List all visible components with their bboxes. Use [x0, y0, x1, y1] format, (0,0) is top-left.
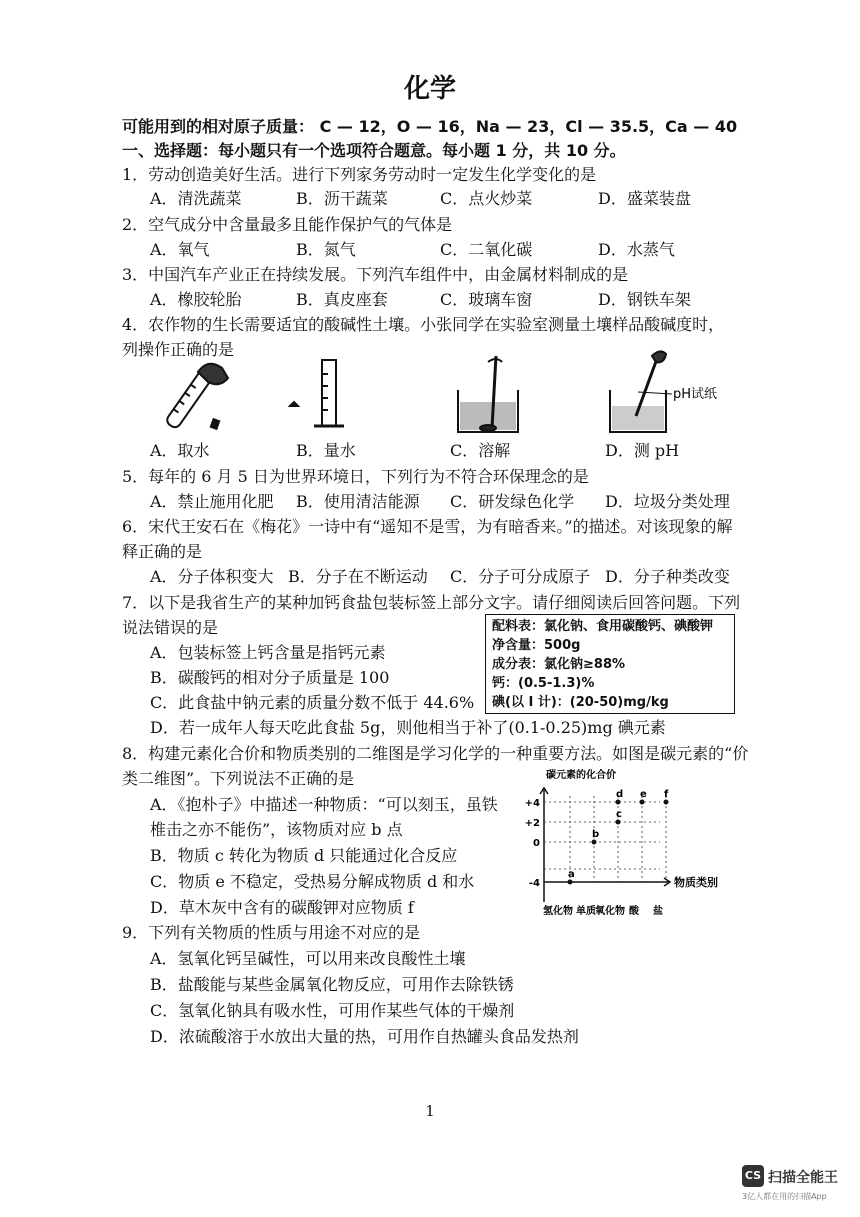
point-label-a: a	[568, 869, 575, 880]
section-heading: 一、选择题：每小题只有一个选项符合题意。每小题 1 分，共 10 分。	[122, 141, 626, 160]
q5-stem: 5．每年的 6 月 5 日为世界环境日，下列行为不符合环保理念的是	[122, 467, 589, 486]
x-tick-label: 氢化物	[543, 906, 573, 916]
y-tick-label: +4	[524, 798, 540, 809]
page-title: 化学	[403, 74, 456, 104]
x-tick-label: 酸	[629, 906, 639, 916]
valence-category-chart	[520, 766, 740, 916]
q8-option-b: B．物质 c 转化为物质 d 只能通过化合反应	[150, 846, 458, 865]
q1-option-d: D．盛菜装盘	[598, 189, 691, 208]
q8-stem: 8．构建元素化合价和物质类别的二维图是学习化学的一种重要方法。如图是碳元素的“价	[122, 744, 749, 763]
q4-option-b: B．量水	[296, 441, 356, 460]
x-tick-label: 氧化物	[595, 906, 625, 916]
q8-option-a: A．《抱朴子》中描述一种物质：“可以刻玉，虽铁	[150, 795, 498, 814]
q4-stem: 4．农作物的生长需要适宜的酸碱性土壤。小张同学在实验室测量土壤样品酸碱度时，	[122, 315, 725, 334]
salt-package-label	[485, 614, 735, 714]
q6-stem: 6．宋代王安石在《梅花》一诗中有“遥知不是雪，为有暗香来。”的描述。对该现象的解	[122, 517, 733, 536]
q6-option-b: B．分子在不断运动	[288, 567, 428, 586]
q2-option-c: C．二氧化碳	[440, 240, 533, 259]
scanner-watermark	[742, 1165, 852, 1205]
label-ingredients: 配料表：氯化钠、食用碳酸钙、碘酸钾	[492, 619, 714, 634]
q9-option-c: C．氢氧化钠具有吸水性，可用作某些气体的干燥剂	[150, 1001, 515, 1020]
q3-stem: 3．中国汽车产业正在持续发展。下列汽车组件中，由金属材料制成的是	[122, 265, 629, 284]
x-tick-label: 盐	[653, 906, 663, 916]
q5-option-d: D．垃圾分类处理	[605, 492, 730, 511]
point-label-d: d	[616, 789, 624, 800]
q8-option-d: D．草木灰中含有的碳酸钾对应物质 f	[150, 898, 414, 917]
point-c	[616, 820, 621, 825]
y-tick-label: -4	[528, 878, 540, 889]
label-composition: 成分表：氯化钠≥88%	[492, 657, 626, 672]
q8-option-c: C．物质 e 不稳定，受热易分解成物质 d 和水	[150, 872, 475, 891]
q3-option-c: C．玻璃车窗	[440, 290, 533, 309]
x-tick-label: 单质	[576, 906, 596, 916]
q9-stem: 9．下列有关物质的性质与用途不对应的是	[122, 923, 421, 942]
q3-option-b: B．真皮座套	[296, 290, 388, 309]
q9-option-b: B．盐酸能与某些金属氧化物反应，可用作去除铁锈	[150, 975, 514, 994]
q2-stem: 2．空气成分中含量最多且能作保护气的气体是	[122, 215, 453, 234]
q7-option-a: A．包装标签上钙含量是指钙元素	[150, 643, 386, 662]
point-label-e: e	[640, 789, 647, 800]
q6-option-a: A．分子体积变大	[150, 567, 274, 586]
x-axis-label: 物质类别	[674, 876, 718, 889]
point-e	[640, 800, 645, 805]
scanner-logo-icon: CS	[742, 1165, 764, 1187]
q1-option-a: A．清洗蔬菜	[150, 189, 242, 208]
y-tick-label: 0	[533, 838, 540, 849]
label-calcium: 钙：(0.5-1.3)%	[492, 676, 595, 691]
q3-option-d: D．钢铁车架	[598, 290, 691, 309]
q4-stem-cont: 列操作正确的是	[122, 340, 235, 359]
label-iodine: 碘(以 I 计)：(20-50)mg/kg	[492, 695, 669, 710]
q9-option-a: A．氢氧化钙呈碱性，可以用来改良酸性土壤	[150, 949, 466, 968]
q9-option-d: D．浓硫酸溶于水放出大量的热，可用作自热罐头食品发热剂	[150, 1027, 579, 1046]
scanner-app-name: 扫描全能王	[768, 1170, 838, 1186]
q1-option-b: B．沥干蔬菜	[296, 189, 388, 208]
q5-option-a: A．禁止施用化肥	[150, 492, 274, 511]
q8-stem-cont: 类二维图”。下列说法不正确的是	[122, 769, 355, 788]
ph-test-illustration	[610, 351, 672, 432]
label-net-content: 净含量：500g	[492, 638, 581, 653]
point-label-c: c	[616, 809, 622, 820]
q4-lab-figures	[140, 350, 750, 440]
ph-paper-label: pH试纸	[673, 387, 718, 402]
q6-stem-cont: 释正确的是	[122, 542, 203, 561]
q1-stem: 1．劳动创造美好生活。进行下列家务劳动时一定发生化学变化的是	[122, 165, 597, 184]
point-a	[568, 880, 573, 885]
q2-option-a: A．氧气	[150, 240, 210, 259]
y-axis-label: 碳元素的化合价	[546, 770, 616, 781]
q5-option-c: C．研发绿色化学	[450, 492, 575, 511]
q7-option-c: C．此食盐中钠元素的质量分数不低于 44.6%	[150, 693, 475, 712]
q8-option-a-cont: 椎击之亦不能伤”，该物质对应 b 点	[150, 820, 403, 839]
q7-stem: 7．以下是我省生产的某种加钙食盐包装标签上部分文字。请仔细阅读后回答问题。下列	[122, 593, 741, 612]
q4-option-d: D．测 pH	[605, 441, 680, 460]
q7-option-d: D．若一成年人每天吃此食盐 5g，则他相当于补了(0.1-0.25)mg 碘元素	[150, 718, 666, 737]
q1-option-c: C．点火炒菜	[440, 189, 533, 208]
y-tick-label: +2	[524, 818, 540, 829]
point-d	[616, 800, 621, 805]
scanner-tagline: 3亿人都在用的扫描App	[742, 1192, 827, 1201]
beaker-stirring-illustration	[458, 356, 518, 432]
q2-option-d: D．水蒸气	[598, 240, 675, 259]
point-label-f: f	[664, 789, 669, 800]
point-f	[664, 800, 669, 805]
q7-option-b: B．碳酸钙的相对分子质量是 100	[150, 668, 390, 687]
graduated-cylinder-illustration	[290, 360, 344, 426]
q4-option-c: C．溶解	[450, 441, 511, 460]
q6-option-c: C．分子可分成原子	[450, 567, 591, 586]
pouring-illustration	[165, 364, 228, 430]
q6-option-d: D．分子种类改变	[605, 567, 730, 586]
q2-option-b: B．氮气	[296, 240, 356, 259]
q3-option-a: A．橡胶轮胎	[150, 290, 242, 309]
q5-option-b: B．使用清洁能源	[296, 492, 420, 511]
q4-option-a: A．取水	[150, 441, 210, 460]
point-label-b: b	[592, 829, 600, 840]
page-number: 1	[425, 1102, 435, 1120]
atomic-masses: 可能用到的相对原子质量： C — 12，O — 16，Na — 23，Cl — 35.5，Ca — 40	[122, 117, 738, 136]
point-b	[592, 840, 597, 845]
q7-stem-cont: 说法错误的是	[122, 618, 219, 637]
